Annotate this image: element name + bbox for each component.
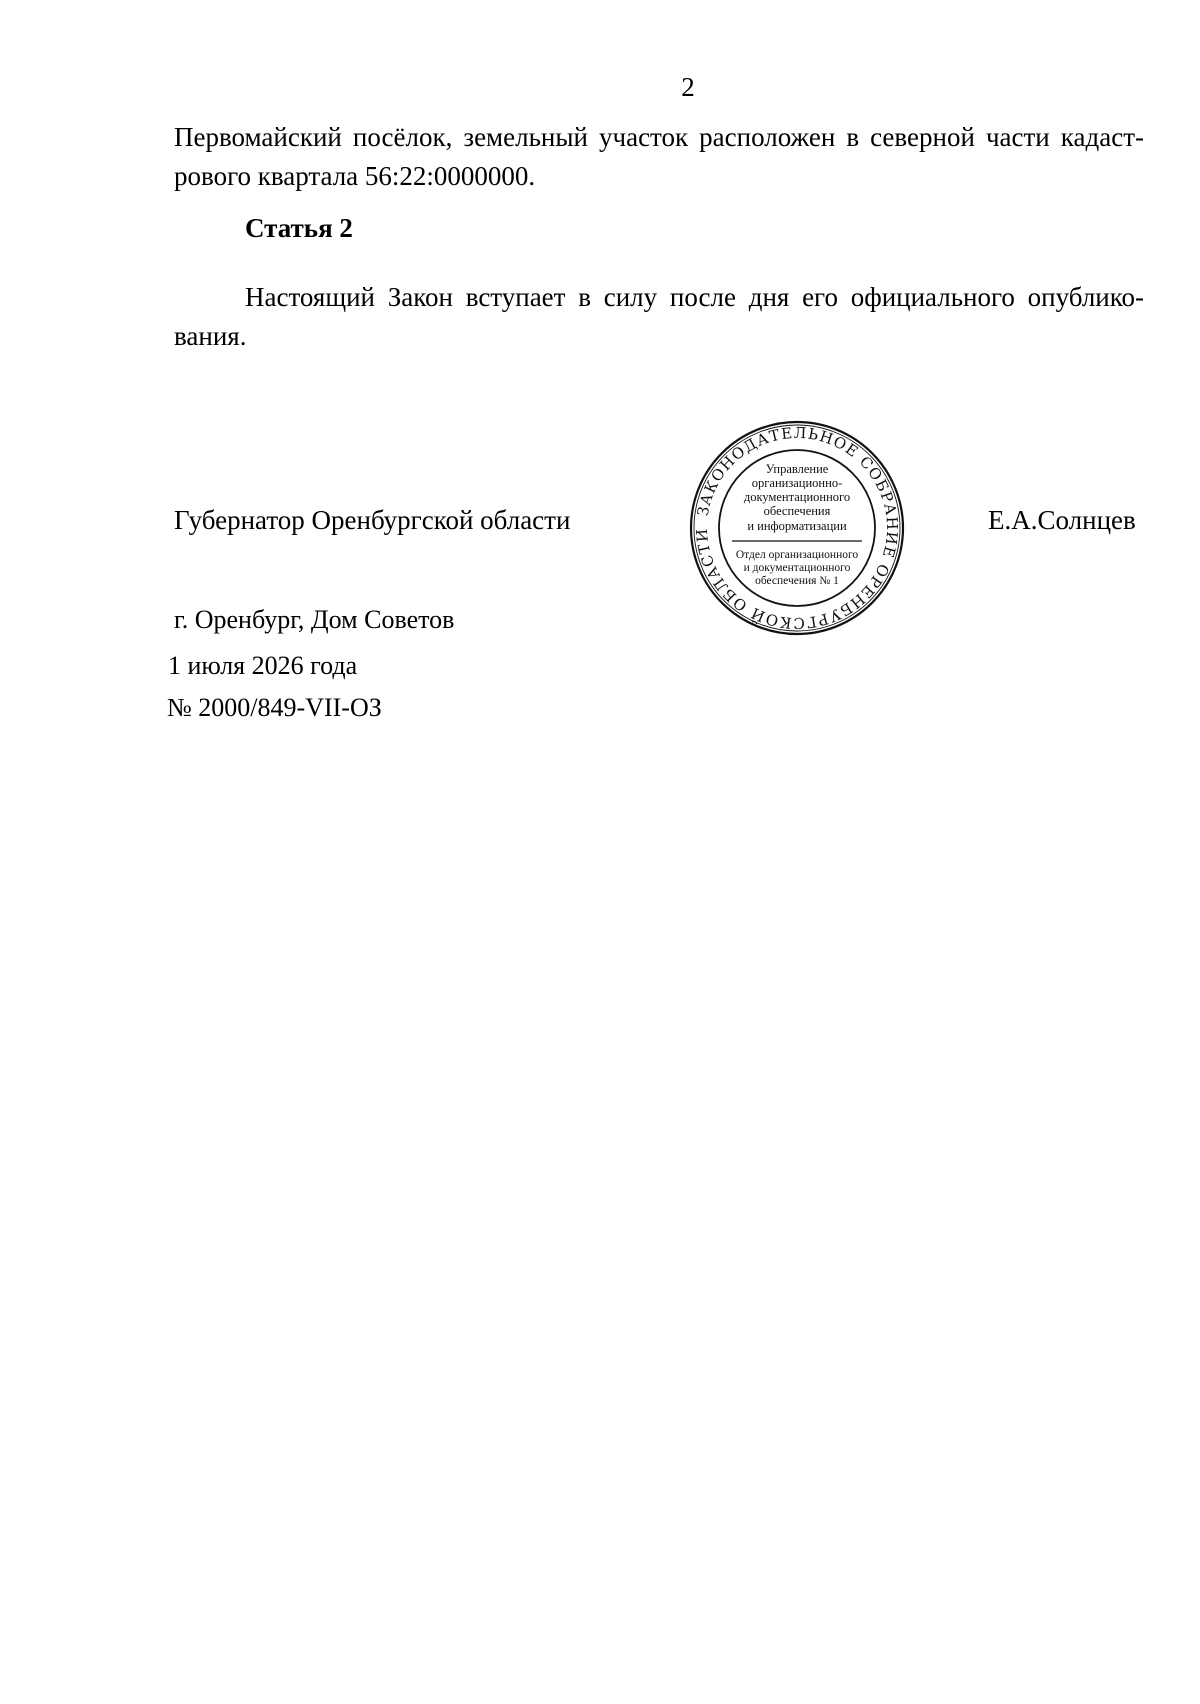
- law-number: № 2000/849-VII-ОЗ: [167, 693, 382, 722]
- seal-inner-upper-line: Управление: [765, 462, 829, 476]
- paragraph-article-2: Настоящий Закон вступает в силу после дня его официального опублико-вания.: [174, 282, 1144, 351]
- page-number: 2: [681, 72, 695, 102]
- article-heading: Статья 2: [245, 213, 353, 243]
- signing-date: 1 июля 2026 года: [168, 651, 358, 680]
- seal-inner-upper-line: организационно-: [751, 476, 843, 490]
- official-seal: [688, 419, 906, 637]
- seal-inner-upper-line: документационного: [743, 490, 851, 504]
- signatory-name: Е.А.Солнцев: [988, 505, 1136, 535]
- signing-place: г. Оренбург, Дом Советов: [174, 605, 455, 634]
- paragraph-continuation: Первомайский посёлок, земельный участок расположен в северной части кадаст-рового квартала 56:22:0000000.: [174, 122, 1144, 191]
- seal-inner-upper-line: обеспечения: [763, 504, 831, 518]
- seal-inner-lower-line: обеспечения № 1: [755, 575, 839, 587]
- seal-ring-text: ЗАКОНОДАТЕЛЬНОЕ СОБРАНИЕ ОРЕНБУРГСКОЙ ОБЛАСТИ: [692, 423, 902, 633]
- seal-inner-lower-line: и документационного: [743, 562, 851, 574]
- seal-inner-lower-line: Отдел организационного: [735, 549, 859, 561]
- seal-inner-upper-line: и информатизации: [747, 519, 847, 533]
- signatory-title: Губернатор Оренбургской области: [174, 505, 571, 535]
